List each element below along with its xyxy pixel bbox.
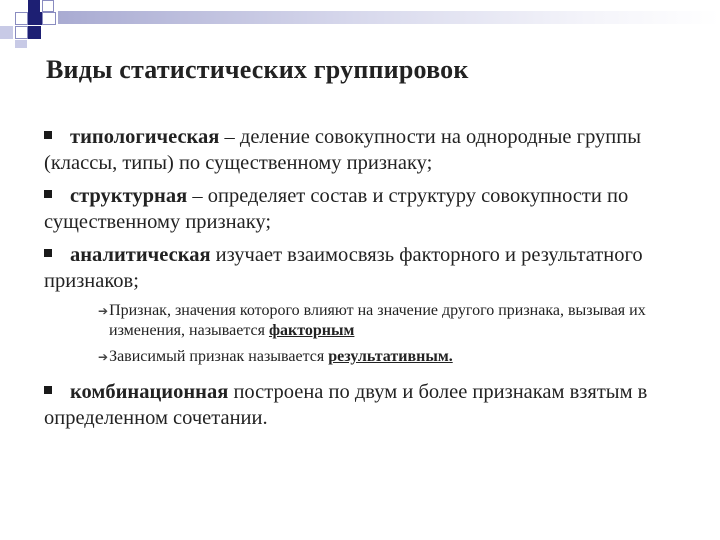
square-decoration [0,26,13,39]
item-text: – деление совокупности на однородные группы (классы, типы) по существенному признаку; [44,126,642,174]
list-item [44,242,684,294]
square-decoration [28,0,40,12]
arrow-bullet-icon: ➔ [98,304,109,318]
square-bullet-icon [44,131,52,139]
sub-item [98,347,684,367]
sub-list [98,301,684,367]
square-decoration [15,12,28,25]
sub-item-text: Признак, значения которого влияют на значение другого признака, вызывая их изменения, называется [109,302,646,339]
item-term: аналитическая [70,244,211,266]
list-item [44,124,684,176]
sub-item-emphasis: результативным. [328,348,453,365]
square-decoration [28,12,42,25]
header-gradient-bar [58,11,720,24]
square-decoration [42,12,56,25]
square-bullet-icon [44,386,52,394]
sub-item-text: Зависимый признак называется [109,348,329,365]
square-bullet-icon [44,249,52,257]
list-item [44,379,684,431]
sub-item-emphasis: факторным [268,322,355,339]
arrow-bullet-icon: ➔ [98,350,109,364]
item-text: – определяет состав и структуру совокупности по существенному признаку; [44,185,629,233]
sub-item [98,301,684,341]
square-decoration [42,0,54,12]
list-item [44,183,684,235]
item-text: построена по двум и более признакам взятым в определенном сочетании. [44,381,648,429]
slide-title: Виды статистических группировок [46,55,469,84]
item-text: изучает взаимосвязь факторного и результатного признаков; [44,244,643,292]
square-decoration [28,26,41,39]
square-decoration [15,26,28,39]
square-bullet-icon [44,190,52,198]
square-decoration [15,40,27,48]
decorative-header [0,0,720,50]
item-term: типологическая [70,126,220,148]
item-term: структурная [70,185,188,207]
slide-body [44,124,684,438]
item-term: комбинационная [70,381,229,403]
